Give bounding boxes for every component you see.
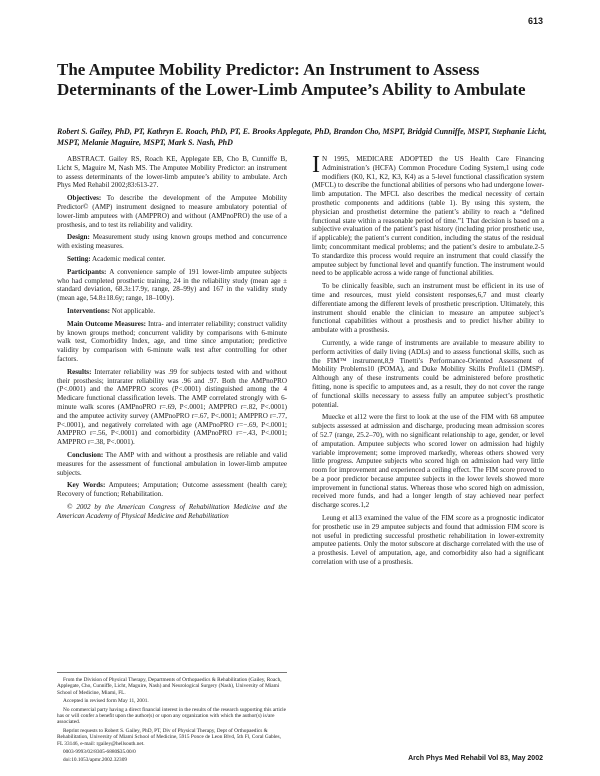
abstract-section-label: Participants:: [67, 267, 107, 276]
abstract-section: [57, 320, 287, 364]
body-paragraph-text: N 1995, MEDICARE ADOPTED the US Health Care Financing Administration’s (HCFA) Common Procedure Coding System,1 using code modifiers (K0, K1, K2, K3, K4) as a 5-level functional classification system (MFCL) to describe the functional abilities of persons who had undergone lower-limb amputation. The MFCL also describes the medical necessity of certain prosthetic components and additions (table 1). By using this system, the physician and prosthetist determine the patient’s ability to reach a “defined functional state within a reasonable period of time.”1 That decision is based on a subjective evaluation of the patient’s past history (including prior prosthetic use, if applicable); the patient’s current condition, including the status of the residual limb; concommitant medical problems; and the patient’s desire to ambulate.2-5 To standardize this process would require an instrument that could classify the amputee subject by functional level and quantify function. The instrument would need to be applicable across a wide range of functional abilities.: [312, 155, 544, 278]
footnote: Reprint requests to Robert S. Gailey, PhD, PT, Div of Physical Therapy, Dept of Orthopaedics & Rehabilitation, University of Miami School of Medicine, 5915 Ponce de Leon Blvd, 5th Fl, Coral Gables, FL 33146, e-mail: rgailey@hellsouth.net.: [57, 727, 281, 747]
drop-cap: I: [312, 152, 320, 178]
abstract-section-text: Amputees; Amputation; Outcome assessment (health care); Recovery of function; Rehabilitation.: [57, 481, 287, 499]
abstract-section-label: Objectives:: [67, 194, 102, 203]
abstract-section-label: Main Outcome Measures:: [67, 319, 147, 328]
abstract-section-text: A convenience sample of 191 lower-limb amputee subjects who had completed prosthetic training, 24 in the reliability study (mean age ± standard deviation, 68.3±17.9y, range, 28–99y) and 167 in the validity study (mean age, 54.8±18.6y; range, 18–100y).: [57, 267, 287, 303]
abstract-section-text: The AMP with and without a prosthesis are reliable and valid measures for the assessment of functional ambulation in lower-limb amputee subjects.: [57, 450, 287, 477]
abstract-column: [57, 155, 287, 520]
page-number: 613: [527, 16, 543, 26]
body-paragraph: Muecke et al12 were the first to look at the use of the FIM with 68 amputee subjects assessed at admission and discharge, producing mean admission scores of 52.7 (range, 25.2–70), with no significant relationship to age, gender, or level of amputation. Amputee subjects who scored lower on admission had highly variable improvement; some improved markedly, whereas others showed very little progress. Amputee subjects who scored high on admission had very little room for improvement and experienced a ceiling effect. The FIM score proved to be a poor predictor because amputee subjects in the lower levels showed more improvement in functional status. Whereas those who scored high on admission, received more funds, and had a longer length of stay achieved near perfect discharge scores.1,2: [312, 413, 544, 510]
abstract-section-text: Intra- and interrater reliability; construct validity by known groups method; concurrent validity by comparisons with 6-minute walk test, Comorbidity Index, age, and time since amputation; predictive validity by comparison with 6-minute walk test after controlling for other factors.: [57, 319, 287, 363]
body-paragraph: Leung et al13 examined the value of the FIM score as a prognostic indicator for prosthetic use in 29 amputee subjects and found that admission FIM score is not useful in predicting successful prosthetic rehabilitation in lower-extremity amputee patients. Only the motor subscore at discharge correlated with the use of a prosthesis. Level of amputation, age, and comorbidity also had a significant correlation with use of a prosthesis.: [312, 514, 544, 567]
abstract-section: [57, 451, 287, 477]
abstract-section-label: Key Words:: [67, 481, 106, 490]
abstract-section: [57, 307, 287, 316]
abstract-section: [57, 255, 287, 264]
author-list: Robert S. Gailey, PhD, PT, Kathryn E. Roach, PhD, PT, E. Brooks Applegate, PhD, Brandon Cho, MSPT, Bridgid Cunniffe, MSPT, Stephanie Licht, MSPT, Melanie Maguire, MSPT, Mark S. Nash, PhD: [57, 127, 547, 147]
abstract-citation: ABSTRACT. Gailey RS, Roach KE, Applegate EB, Cho B, Cunniffe B, Licht S, Maguire M, Nash MS. The Amputee Mobility Predictor: an instrument to assess determinants of the lower-limb amputee’s ability to ambulate. Arch Phys Med Rehabil 2002;83:613-27.: [57, 155, 287, 190]
abstract-section-label: Design:: [67, 233, 90, 242]
abstract-section-text: To describe the development of the Amputee Mobility Predictor© (AMP) instrument designed to measure ambulatory potential of lower-limb amputees with (AMPPRO) and without (AMPnoPRO) the use of a prosthesis, and to test its reliability and validity.: [57, 194, 287, 229]
body-paragraph: To be clinically feasible, such an instrument must be efficient in its use of time and resources, must yield consistent responses,6,7 and must clearly differentiate among the different levels of prosthetic prescription. Ultimately, this instrument should enable the clinician to measure an amputee subject’s functional capabilities without a prosthesis and to predict his/her ability to ambulate with a prosthesis.: [312, 282, 544, 335]
abstract-section-label: Results:: [67, 367, 92, 376]
footnote: Accepted in revised form May 11, 2001.: [63, 698, 149, 705]
abstract-section: [57, 233, 287, 251]
abstract-section: [57, 194, 287, 229]
abstract-sections: [57, 194, 287, 499]
body-paragraph: Currently, a wide range of instruments are available to measure ability to perform activities of daily living (ADLs) and to assess functional skills, such as the FIM™ instrument,8,9 Tinetti’s Performance-Oriented Assessment of Mobility Problems10 (POMA), and Duke Mobility Skills Profile11 (DMSP). Although any of these instruments could be administered before prosthetic fitting, none is specific to amputees and, as a result, they do not cover the range of functional skills necessary to assess fully an amputee subject’s prosthetic potential.: [312, 338, 544, 409]
footnote: 0003-9993/02/8305-6880$35.00/0: [63, 749, 136, 756]
abstract-section-text: Academic medical center.: [90, 254, 166, 263]
abstract-section: [57, 481, 287, 499]
abstract-section-text: Interrater reliability was .99 for subjects tested with and without their prosthesis; intrarater reliability was .96 and .97. Both the AMPnoPRO (P<.0001) and the AMPPRO scores (P<.0001) distinguished among the 4 Medicare functional classification levels. The AMP correlated strongly with 6-minute walk scores (AMPnoPRO r=.69, P<.0001; AMPPRO r=.82, P<.0001) and the amputee activity survey (AMPnoPRO r=.67, P<.0001; AMPPRO r=.77, P<.0001), and negatively correlated with age (AMPnoPRO r=−.69, P<.0001; AMPPRO r=.56, P<.0001) and comorbidity (AMPnoPRO r=−.43, P<.0001; AMPPRO r=.38, P<.0001).: [57, 367, 287, 447]
footnote: doi:10.1053/apmr.2002.32309: [63, 757, 128, 764]
abstract-section: [57, 268, 287, 303]
abstract-section-label: Setting:: [67, 254, 91, 263]
abstract-section-text: Measurement study using known groups method and concurrence with existing measures.: [57, 233, 287, 251]
abstract-section-text: Not applicable.: [109, 306, 156, 315]
body-paragraph-first: [312, 152, 544, 278]
footnotes: [57, 672, 287, 766]
footnote: From the Division of Physical Therapy, Departments of Orthopaedics & Rehabilitation (Gailey, Roach, Applegate, Cho, Cunniffe, Licht, Maguire, Nash) and Neurological Surgery (Nash), University of Miami School of Medicine, Miami, FL.: [57, 677, 282, 696]
abstract-section: [57, 368, 287, 447]
body-paragraphs: [312, 282, 544, 567]
body-column: [312, 152, 544, 571]
abstract-section-label: Conclusion:: [67, 450, 104, 459]
footnote: No commercial party having a direct financial interest in the results of the research supporting this article has or will confer a benefit upon the author(s) or upon any organization with which the author(s) is/are associated.: [57, 706, 286, 726]
copyright-notice: © 2002 by the American Congress of Rehabilitation Medicine and the American Academy of Physical Medicine and Rehabilitation: [57, 502, 287, 520]
abstract-section-label: Interventions:: [67, 306, 110, 315]
article-title: The Amputee Mobility Predictor: An Instrument to Assess Determinants of the Lower-Limb Amputee’s Ability to Ambulate: [57, 60, 526, 99]
journal-footer: Arch Phys Med Rehabil Vol 83, May 2002: [408, 755, 543, 762]
